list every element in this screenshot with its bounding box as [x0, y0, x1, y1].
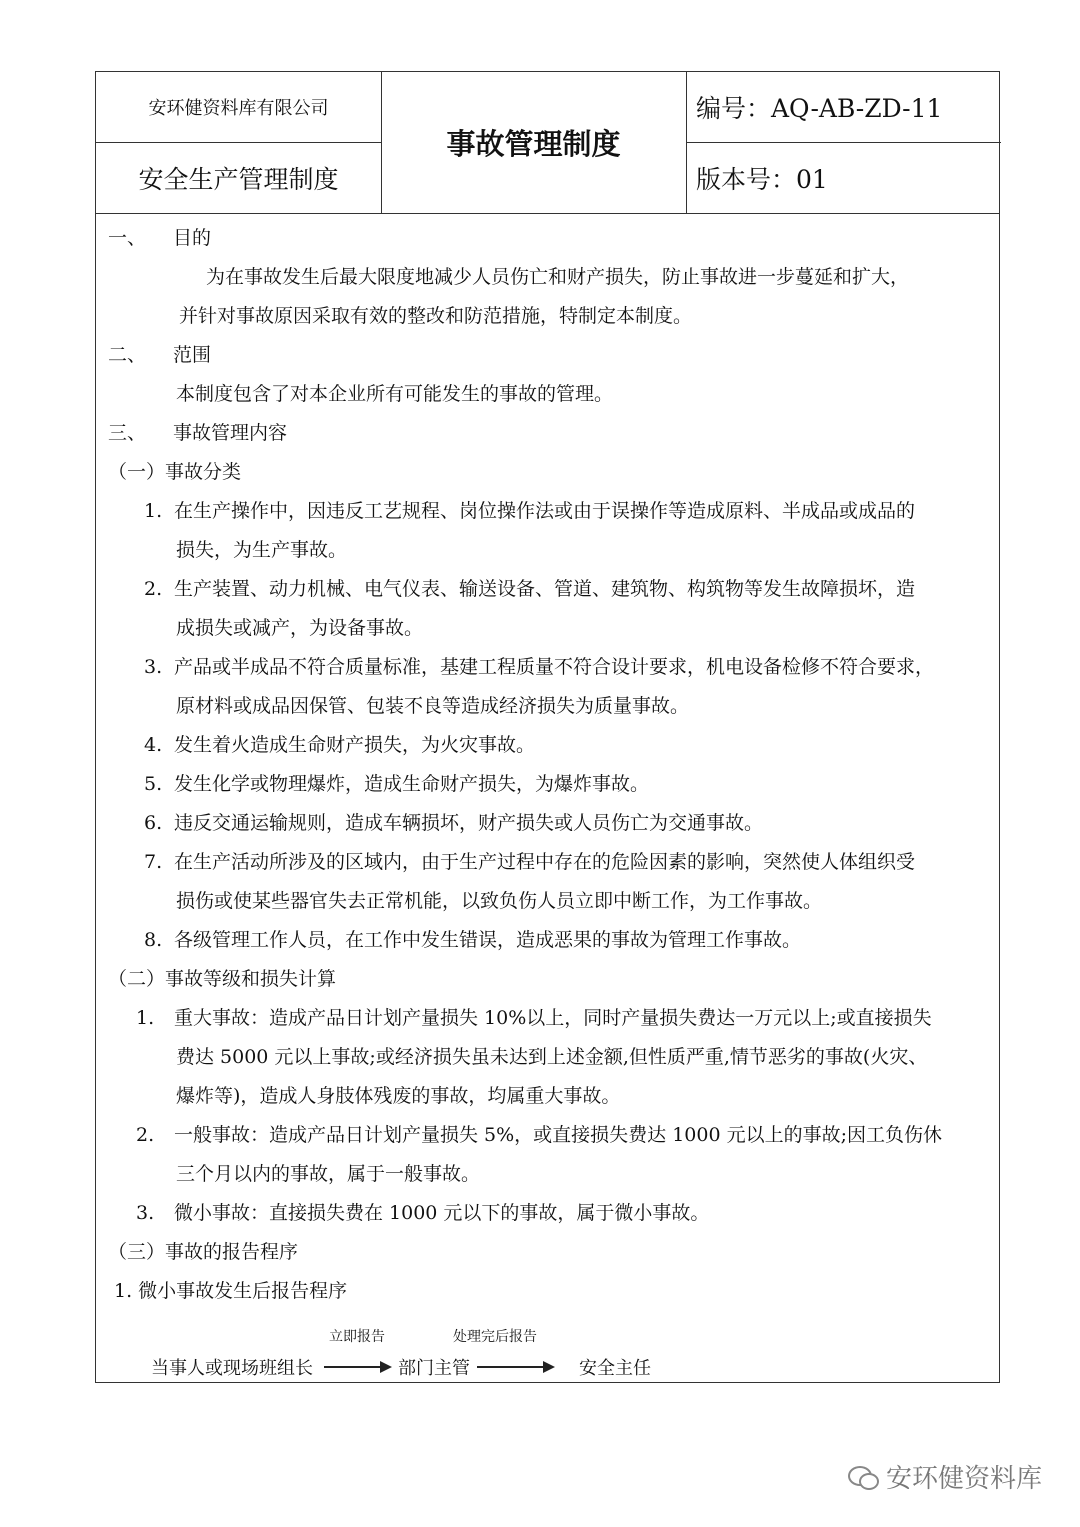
flow-node: 安全主任 [579, 1358, 651, 1379]
list-item-line: 微小事故：直接损失费在 1000 元以下的事故，属于微小事故。 [174, 1202, 710, 1224]
flow-arrow [477, 1366, 553, 1368]
list-item-line: 三个月以内的事故，属于一般事故。 [176, 1163, 481, 1185]
document-category: 安全生产管理制度 [138, 164, 339, 194]
list-number: 2. [144, 578, 163, 600]
list-item-line: 在生产操作中，因违反工艺规程、岗位操作法或由于误操作等造成原料、半成品或成品的 [174, 500, 916, 522]
company-name: 安环健资料库有限公司 [148, 98, 329, 119]
list-item-line: 生产装置、动力机械、电气仪表、输送设备、管道、建筑物、构筑物等发生故障损坏，造 [174, 578, 916, 600]
procedure-title: 1. 微小事故发生后报告程序 [114, 1280, 348, 1302]
list-item-line: 重大事故：造成产品日计划产量损失 10%以上，同时产量损失费达一万元以上;或直接损失 [174, 1007, 932, 1029]
list-item-line: 费达 5000 元以上事故;或经济损失虽未达到上述金额,但性质严重,情节恶劣的事故(火灾、 [176, 1046, 928, 1068]
document-code: 编号：AQ-AB-ZD-11 [696, 94, 943, 123]
list-number: 7. [144, 851, 163, 873]
list-number: 3. [136, 1202, 155, 1224]
document-version: 版本号：01 [696, 164, 828, 194]
list-number: 1. [136, 1007, 155, 1029]
header-table [96, 72, 999, 214]
flow-edge-label: 处理完后报告 [453, 1329, 537, 1345]
list-item-line: 发生化学或物理爆炸，造成生命财产损失，为爆炸事故。 [174, 773, 650, 795]
watermark [848, 1458, 1042, 1495]
watermark-text: 安环健资料库 [886, 1464, 1043, 1494]
list-item-line: 违反交通运输规则，造成车辆损坏，财产损失或人员伤亡为交通事故。 [174, 812, 764, 834]
subsection-title: （一）事故分类 [108, 461, 242, 483]
list-item-line: 在生产活动所涉及的区域内，由于生产过程中存在的危险因素的影响，突然使人体组织受 [174, 851, 916, 873]
list-item-line: 损伤或使某些器官失去正常机能，以致负伤人员立即中断工作，为工作事故。 [176, 890, 823, 912]
section-number: 二、 [108, 344, 147, 366]
list-number: 2. [136, 1124, 155, 1146]
list-number: 4. [144, 734, 163, 756]
wechat-icon [848, 1464, 878, 1490]
list-item-line: 原材料或成品因保管、包装不良等造成经济损失为质量事故。 [176, 695, 690, 717]
section-title: 事故管理内容 [173, 422, 288, 444]
document-title: 事故管理制度 [446, 127, 621, 161]
list-item-line: 爆炸等)，造成人身肢体残废的事故，均属重大事故。 [176, 1085, 621, 1107]
flow-node: 部门主管 [398, 1358, 470, 1379]
list-number: 5. [144, 773, 163, 795]
flow-node: 当事人或现场班组长 [151, 1358, 313, 1379]
list-number: 3. [144, 656, 163, 678]
flow-arrow [324, 1366, 390, 1368]
list-item-line: 产品或半成品不符合质量标准，基建工程质量不符合设计要求，机电设备检修不符合要求， [174, 656, 935, 678]
list-item-line: 各级管理工作人员，在工作中发生错误，造成恶果的事故为管理工作事故。 [174, 929, 802, 951]
list-number: 6. [144, 812, 163, 834]
list-number: 1. [144, 500, 163, 522]
paragraph-line: 并针对事故原因采取有效的整改和防范措施，特制定本制度。 [179, 305, 693, 327]
list-item-line: 发生着火造成生命财产损失，为火灾事故。 [174, 734, 536, 756]
section-number: 一、 [108, 227, 147, 249]
section-title: 范围 [173, 344, 212, 366]
list-item-line: 损失，为生产事故。 [176, 539, 348, 561]
section-title: 目的 [173, 227, 212, 249]
document-frame [95, 71, 1000, 1383]
paragraph-line: 本制度包含了对本企业所有可能发生的事故的管理。 [176, 383, 614, 405]
paragraph-line: 为在事故发生后最大限度地减少人员伤亡和财产损失，防止事故进一步蔓延和扩大， [206, 266, 910, 288]
subsection-title: （二）事故等级和损失计算 [108, 968, 337, 990]
subsection-title: （三）事故的报告程序 [108, 1241, 299, 1263]
list-item-line: 一般事故：造成产品日计划产量损失 5%，或直接损失费达 1000 元以上的事故;因工负伤休 [174, 1124, 943, 1146]
list-number: 8. [144, 929, 163, 951]
list-item-line: 成损失或减产，为设备事故。 [176, 617, 424, 639]
section-number: 三、 [108, 422, 147, 444]
flow-edge-label: 立即报告 [329, 1329, 385, 1345]
